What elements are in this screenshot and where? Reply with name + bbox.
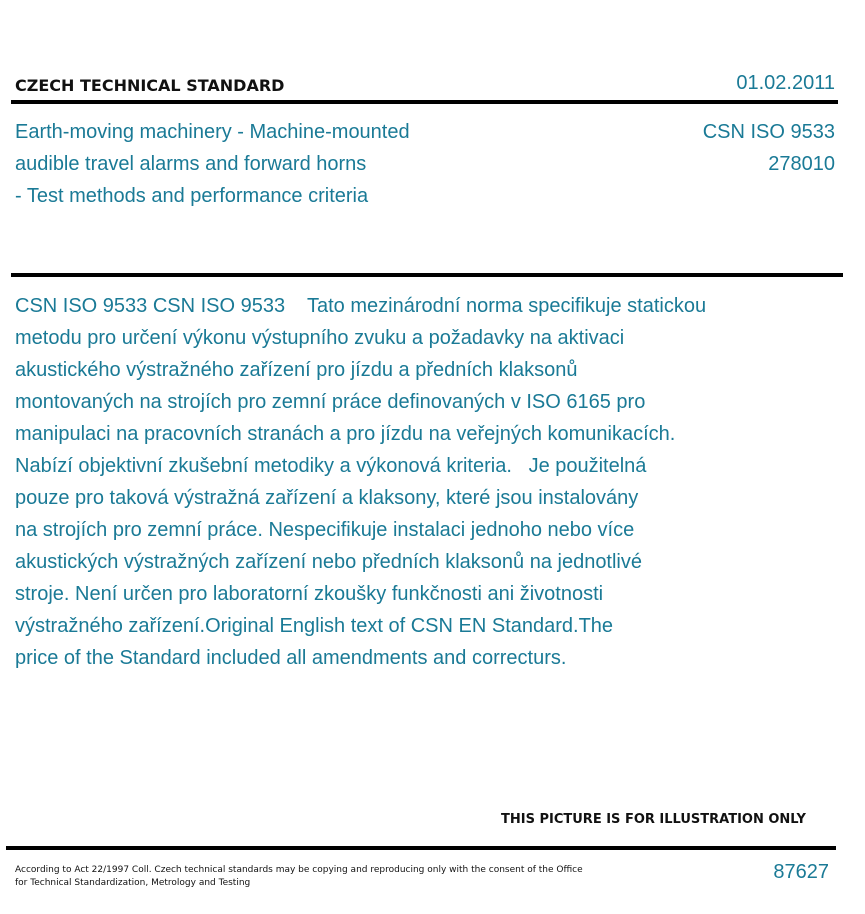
footer-divider — [6, 846, 836, 850]
legal-notice-line: According to Act 22/1997 Coll. Czech technical standards may be copying and reproducing only with the consent of the Office — [15, 865, 583, 875]
abstract-line: pouze pro taková výstražná zařízení a klaksony, které jsou instalovány — [15, 487, 639, 509]
standard-code: CSN ISO 9533 — [702, 121, 835, 143]
abstract-line: Nabízí objektivní zkušební metodiky a výkonová kriteria. Je použitelná — [15, 455, 647, 477]
legal-notice — [15, 864, 583, 890]
abstract-line: akustického výstražného zařízení pro jízdu a předních klaksonů — [15, 359, 578, 381]
abstract-line: akustických výstražných zařízení nebo předních klaksonů na jednotlivé — [15, 551, 643, 573]
abstract-line: price of the Standard included all amendments and correcturs. — [15, 647, 567, 669]
document-number: 87627 — [773, 861, 829, 883]
abstract-line: stroje. Není určen pro laboratorní zkoušky funkčnosti ani životnosti — [15, 583, 604, 605]
class-number: 278010 — [768, 153, 835, 175]
legal-notice-line: for Technical Standardization, Metrology and Testing — [15, 878, 251, 888]
abstract-line: metodu pro určení výkonu výstupního zvuku a požadavky na aktivaci — [15, 327, 625, 349]
publication-date: 01.02.2011 — [736, 72, 835, 94]
standard-title-line: - Test methods and performance criteria — [15, 185, 369, 207]
standard-title-line: Earth-moving machinery - Machine-mounted — [15, 121, 410, 143]
standard-codes — [703, 116, 835, 180]
abstract-line: výstražného zařízení.Original English text of CSN EN Standard.The — [15, 615, 614, 637]
title-divider — [11, 273, 843, 277]
standard-title — [15, 116, 410, 212]
abstract-line: na strojích pro zemní práce. Nespecifikuje instalaci jednoho nebo více — [15, 519, 635, 541]
abstract-text — [15, 290, 706, 674]
standard-title-line: audible travel alarms and forward horns — [15, 153, 367, 175]
header-title: CZECH TECHNICAL STANDARD — [15, 76, 285, 95]
illustration-note: THIS PICTURE IS FOR ILLUSTRATION ONLY — [501, 812, 806, 827]
abstract-line: manipulaci na pracovních stranách a pro jízdu na veřejných komunikacích. — [15, 423, 676, 445]
abstract-line: CSN ISO 9533 CSN ISO 9533 Tato mezinárodní norma specifikuje statickou — [15, 295, 707, 317]
abstract-line: montovaných na strojích pro zemní práce definovaných v ISO 6165 pro — [15, 391, 646, 413]
header-divider — [11, 100, 838, 104]
